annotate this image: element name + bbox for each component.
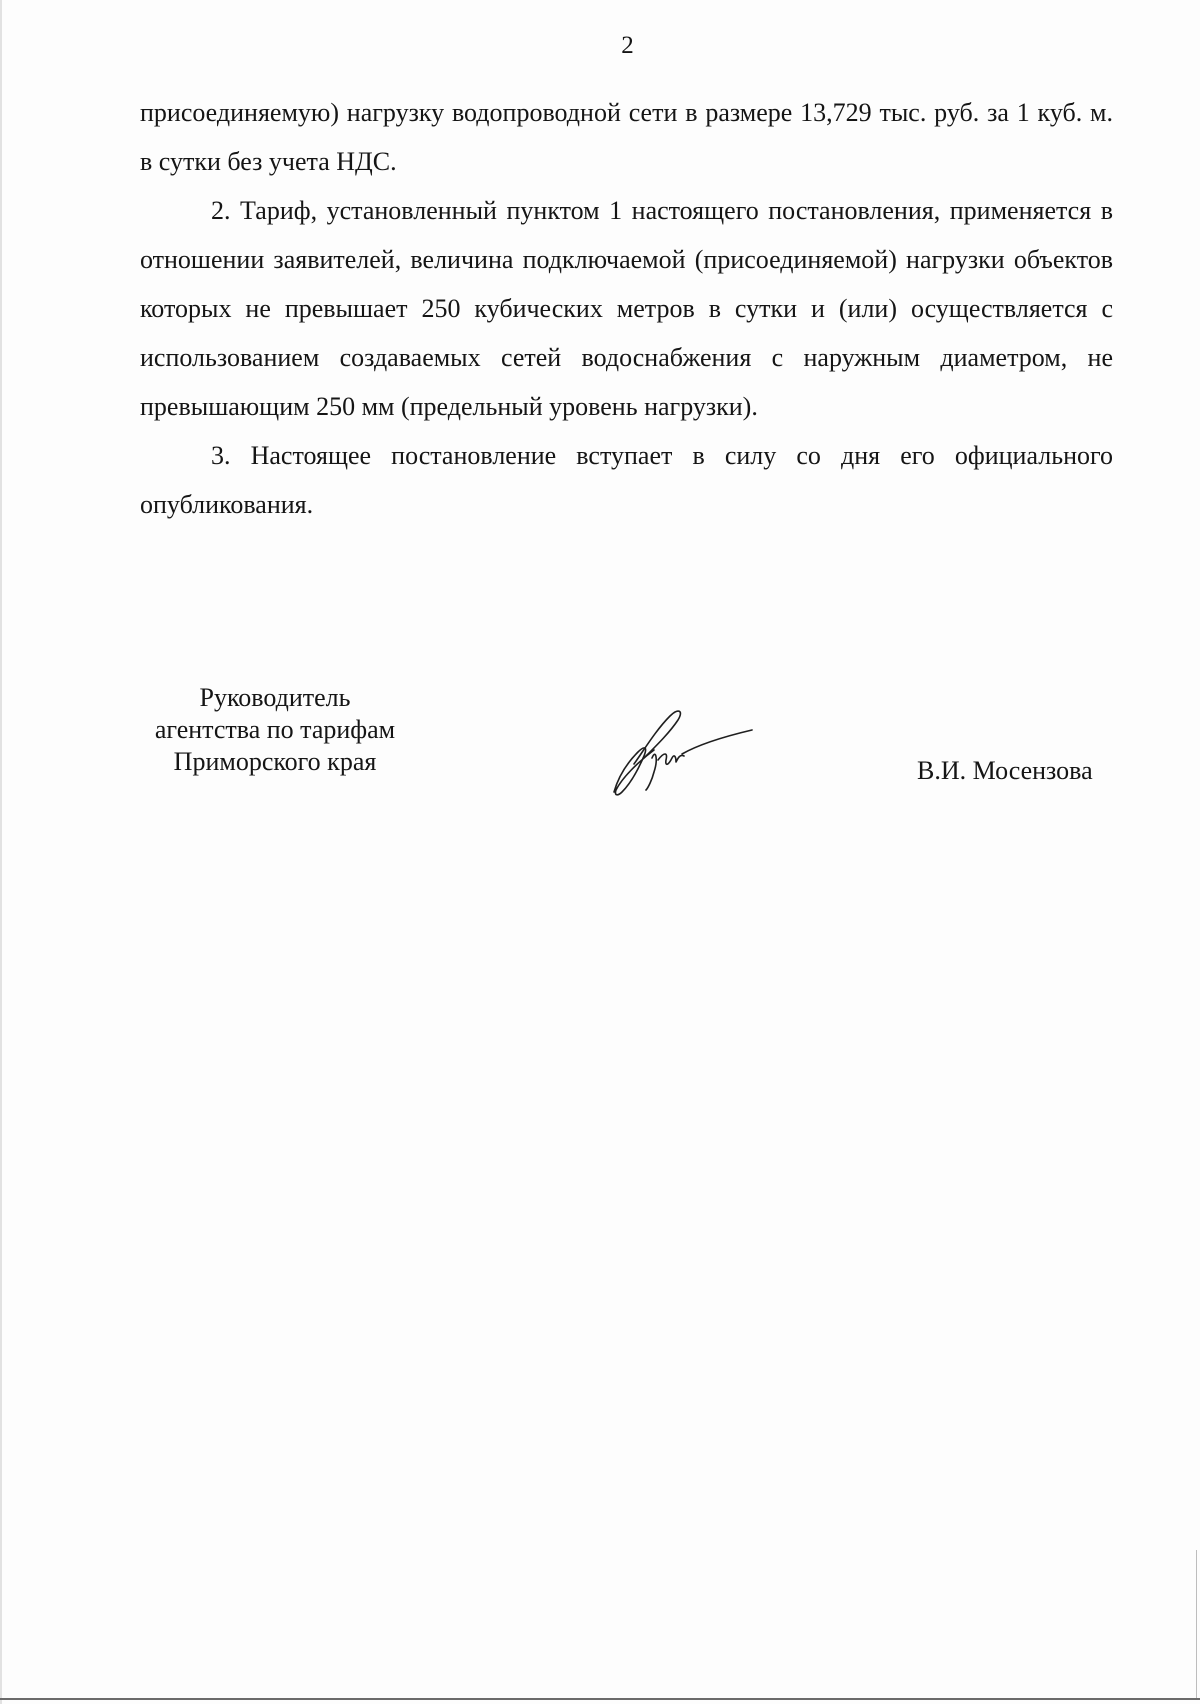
- paragraph-item-2: 2. Тариф, установленный пунктом 1 настоящего постановления, применяется в отношении заявителей, величина подключаемой (присоединяемой) нагрузки объектов которых не превышает 250 кубических метров в сутки и (или) осуществляется с использованием создаваемых сетей водоснабжения с наружным диаметром, не превышающим 250 мм (предельный уровень нагрузки).: [140, 196, 1113, 421]
- paragraph-item-3: 3. Настоящее постановление вступает в силу со дня его официального опубликования.: [140, 441, 1113, 519]
- scan-edge-left: [0, 0, 2, 1704]
- signatory-title-line: Руководитель: [199, 683, 351, 712]
- paragraph-continuation: присоединяемую) нагрузку водопроводной сети в размере 13,729 тыс. руб. за 1 куб. м. в сутки без учета НДС.: [140, 98, 1113, 176]
- page-number: 2: [621, 32, 634, 59]
- signatory-name: В.И. Мосензова: [917, 756, 1093, 785]
- scan-edge-bottom: [0, 1698, 1200, 1700]
- signatory-title-line: агентства по тарифам: [154, 715, 396, 744]
- signatory-title: [130, 682, 420, 778]
- scan-edge-right: [1196, 1550, 1197, 1700]
- handwritten-signature: [608, 700, 788, 800]
- document-body: [140, 88, 1113, 529]
- signatory-title-line: Приморского края: [173, 747, 377, 776]
